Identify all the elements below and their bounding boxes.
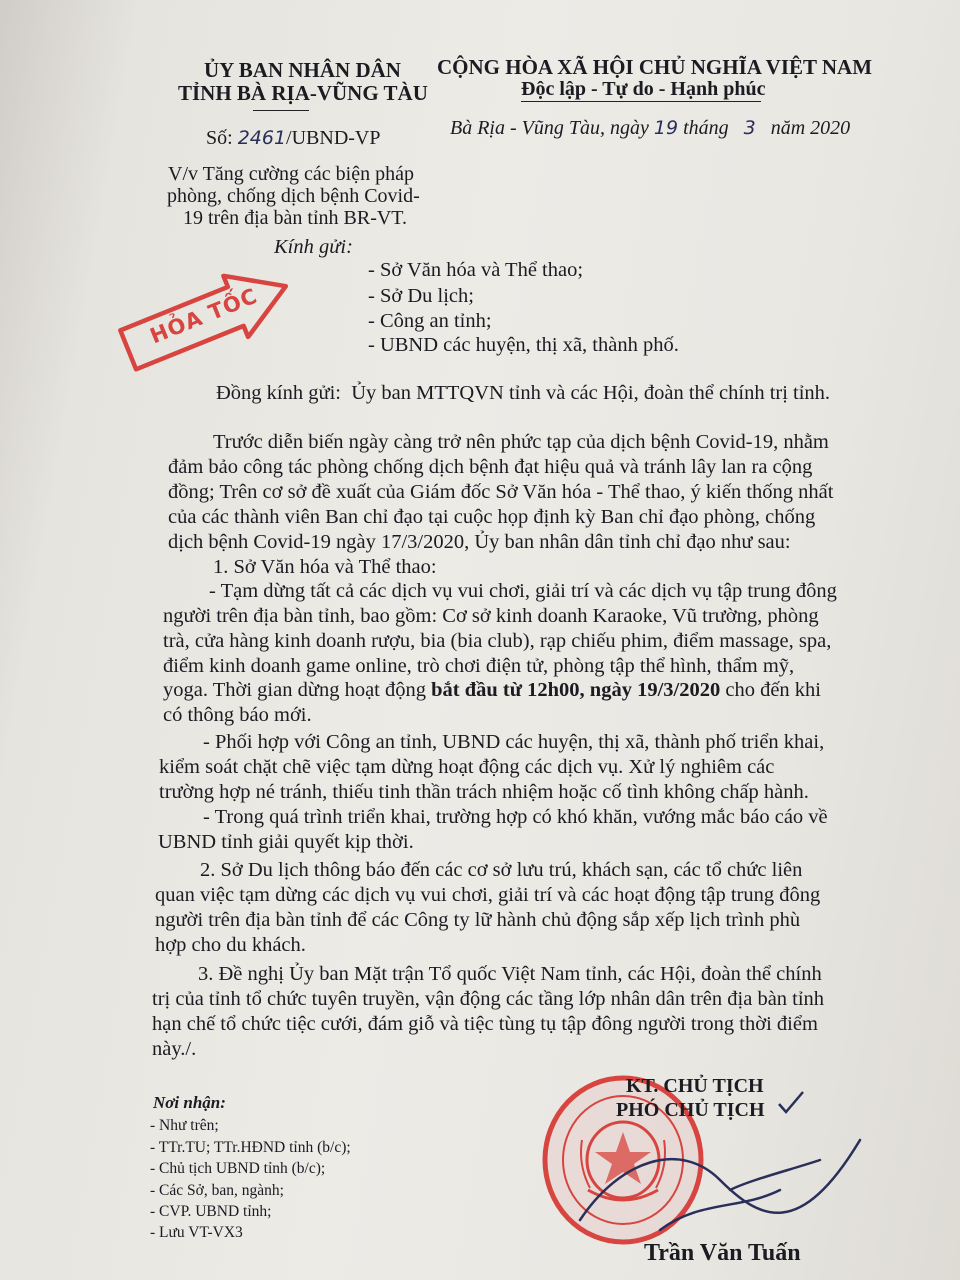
intro-line: đảm bảo công tác phòng chống dịch bệnh đạt hiệu quả và tránh lây lan ra cộng <box>168 456 813 478</box>
section-1b-line: kiểm soát chặt chẽ việc tạm dừng hoạt động các dịch vụ. Xử lý nghiêm các <box>159 756 775 778</box>
issue-date: Bà Rịa - Vũng Tàu, ngày 19 tháng 3 năm 2020 <box>450 117 851 139</box>
section-2-line: người trên địa bàn tỉnh để các Công ty lữ hành chủ động sắp xếp lịch trình phù <box>155 909 801 931</box>
section-1a-line: điểm kinh doanh game online, trò chơi điện tử, phòng tập thể hình, thẩm mỹ, <box>163 655 795 677</box>
nation-title: CỘNG HÒA XÃ HỘI CHỦ NGHĨA VIỆT NAM <box>437 55 873 79</box>
check-mark-icon <box>776 1088 806 1118</box>
intro-line: Trước diễn biến ngày càng trở nên phức tạp của dịch bệnh Covid-19, nhằm <box>213 431 829 453</box>
intro-line: dịch bệnh Covid-19 ngày 17/3/2020, Ủy ban nhân dân tỉnh chỉ đạo như sau: <box>168 531 791 553</box>
section-1c-line: - Trong quá trình triển khai, trường hợp có khó khăn, vướng mắc báo cáo về <box>203 806 828 828</box>
recipient-item: - Công an tỉnh; <box>368 310 492 332</box>
section-1b-line: trường hợp né tránh, thiếu tinh thần trách nhiệm hoặc cố tình không chấp hành. <box>159 781 809 803</box>
section-1c-line: UBND tỉnh giải quyết kịp thời. <box>158 831 414 853</box>
section-1a-line: - Tạm dừng tất cả các dịch vụ vui chơi, giải trí và các dịch vụ tập trung đông <box>209 580 837 602</box>
distribution-label: Nơi nhận: <box>153 1093 226 1112</box>
section-2-line: quan việc tạm dừng các dịch vụ vui chơi, giải trí và các hoạt động tập trung đông <box>155 884 821 906</box>
distribution-item: - Các Sở, ban, ngành; <box>150 1182 284 1199</box>
distribution-item: - Lưu VT-VX3 <box>150 1224 243 1241</box>
distribution-item: - TTr.TU; TTr.HĐND tỉnh (b/c); <box>150 1139 351 1156</box>
recipient-item: - Sở Văn hóa và Thể thao; <box>368 259 584 281</box>
subject-line-3: 19 trên địa bàn tỉnh BR-VT. <box>183 207 408 229</box>
section-1a-line: yoga. Thời gian dừng hoạt động bắt đầu từ 12h00, ngày 19/3/2020 cho đến khi <box>163 679 822 701</box>
section-1b-line: - Phối hợp với Công an tỉnh, UBND các huyện, thị xã, thành phố triển khai, <box>203 731 825 753</box>
start-time-bold: bắt đầu từ 12h00, ngày 19/3/2020 <box>431 679 721 701</box>
distribution-item: - Như trên; <box>150 1117 219 1134</box>
section-2-line: 2. Sở Du lịch thông báo đến các cơ sở lưu trú, khách sạn, các tổ chức liên <box>200 859 803 881</box>
section-1a-line: có thông báo mới. <box>163 704 312 726</box>
section-3-line: này./. <box>152 1038 197 1060</box>
recipient-item: - Sở Du lịch; <box>368 285 474 307</box>
section-3-line: trị của tỉnh tổ chức tuyên truyền, vận động các tầng lớp nhân dân trên địa bàn tỉnh <box>152 988 825 1010</box>
signature-title-1: KT. CHỦ TỊCH <box>626 1075 764 1097</box>
section-3-line: hạn chế tổ chức tiệc cưới, đám giỗ và tiệc tùng tụ tập đông người trong thời điểm <box>152 1013 818 1035</box>
signature-title-2: PHÓ CHỦ TỊCH <box>616 1099 765 1121</box>
section-2-line: hợp cho du khách. <box>155 934 306 956</box>
urgent-stamp-text: HỎA TỐC <box>146 283 261 349</box>
document-number: Số: 2461/UBND-VP <box>206 127 381 149</box>
recipient-item: - UBND các huyện, thị xã, thành phố. <box>368 334 679 356</box>
org-province: TỈNH BÀ RỊA-VŨNG TÀU <box>178 81 428 105</box>
subject-line-2: phòng, chống dịch bệnh Covid- <box>167 185 420 207</box>
intro-line: đồng; Trên cơ sở đề xuất của Giám đốc Sở Văn hóa - Thể thao, ý kiến thống nhất <box>168 481 834 503</box>
handwritten-number: 2461 <box>237 127 287 149</box>
urgent-stamp <box>111 252 302 384</box>
distribution-item: - CVP. UBND tỉnh; <box>150 1203 272 1220</box>
recipients-label: Kính gửi: <box>274 236 353 258</box>
subject-line-1: V/v Tăng cường các biện pháp <box>168 163 414 185</box>
intro-line: của các thành viên Ban chỉ đạo tại cuộc họp định kỳ Ban chỉ đạo phòng, chống <box>168 506 816 528</box>
motto-underline <box>521 101 761 102</box>
org-name: ỦY BAN NHÂN DÂN <box>204 58 401 82</box>
section-1a-line: người trên địa bàn tỉnh, bao gồm: Cơ sở kinh doanh Karaoke, Vũ trường, phòng <box>163 605 819 627</box>
section-1-title: 1. Sở Văn hóa và Thể thao: <box>213 556 437 578</box>
cc-line: Đồng kính gửi: Ủy ban MTTQVN tỉnh và các Hội, đoàn thể chính trị tỉnh. <box>216 382 831 404</box>
section-3-line: 3. Đề nghị Ủy ban Mặt trận Tổ quốc Việt Nam tỉnh, các Hội, đoàn thể chính <box>198 963 822 985</box>
handwritten-signature <box>560 1120 890 1250</box>
motto: Độc lập - Tự do - Hạnh phúc <box>521 78 766 100</box>
signer-name: Trần Văn Tuấn <box>644 1240 801 1266</box>
distribution-item: - Chủ tịch UBND tỉnh (b/c); <box>150 1160 326 1177</box>
org-underline <box>253 110 309 111</box>
section-1a-line: trà, cửa hàng kinh doanh rượu, bia (bia club), rạp chiếu phim, điểm massage, spa, <box>163 630 832 652</box>
